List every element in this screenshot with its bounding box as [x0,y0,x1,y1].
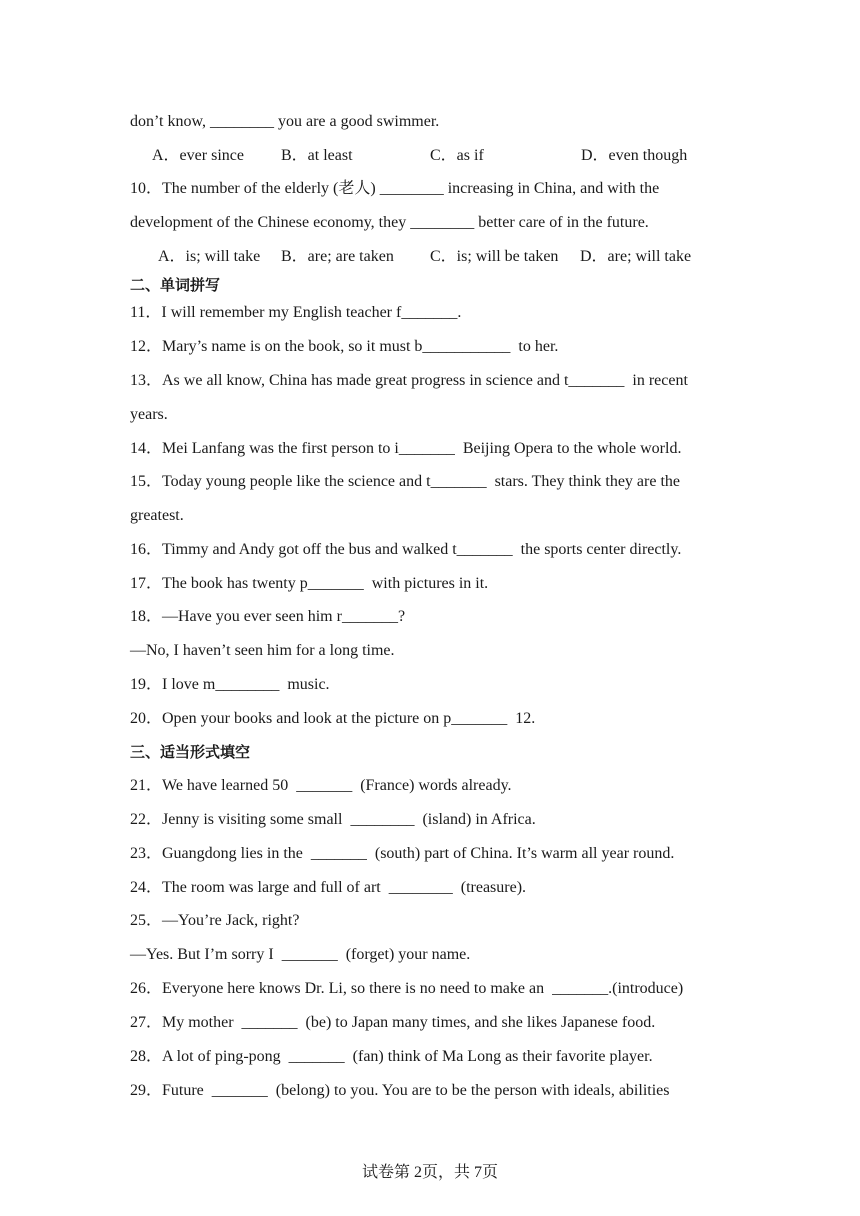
question-26: 26．Everyone here knows Dr. Li, so there is no need to make an _______.(introduce) [130,980,684,997]
question-13-line-2: years. [130,406,168,423]
question-19: 19．I love m________ music. [130,676,330,693]
question-20: 20．Open your books and look at the picture on p_______ 12. [130,710,536,727]
section-2-heading: 二、单词拼写 [130,276,221,294]
question-14: 14．Mei Lanfang was the first person to i_______ Beijing Opera to the whole world. [130,440,682,457]
question-21: 21．We have learned 50 _______ (France) words already. [130,777,512,794]
option-c: C．as if [430,147,484,164]
option-b: B．at least [281,147,353,164]
question-24: 24．The room was large and full of art ________ (treasure). [130,879,527,896]
section-3-heading: 三、适当形式填空 [130,743,251,761]
question-27: 27．My mother _______ (be) to Japan many times, and she likes Japanese food. [130,1014,656,1031]
question-23: 23．Guangdong lies in the _______ (south) part of China. It’s warm all year round. [130,845,675,862]
question-18-line-2: —No, I haven’t seen him for a long time. [130,642,395,659]
question-9-tail: don’t know, ________ you are a good swimmer. [130,113,440,130]
question-16: 16．Timmy and Andy got off the bus and walked t_______ the sports center directly. [130,541,682,558]
question-12: 12．Mary’s name is on the book, so it must b___________ to her. [130,338,559,355]
question-25-line-1: 25．—You’re Jack, right? [130,912,300,929]
question-11: 11．I will remember my English teacher f_______. [130,304,462,321]
question-28: 28．A lot of ping-pong _______ (fan) think of Ma Long as their favorite player. [130,1048,653,1065]
option-a: A．ever since [152,147,244,164]
question-22: 22．Jenny is visiting some small ________ (island) in Africa. [130,811,536,828]
option-b: B．are; are taken [281,248,394,265]
question-10-line-1: 10．The number of the elderly (老人) ________ increasing in China, and with the [130,180,660,197]
option-c: C．is; will be taken [430,248,559,265]
question-18-line-1: 18．—Have you ever seen him r_______? [130,608,406,625]
question-15-line-2: greatest. [130,507,184,524]
option-d: D．are; will take [580,248,692,265]
question-25-line-2: —Yes. But I’m sorry I _______ (forget) your name. [130,946,471,963]
question-15-line-1: 15．Today young people like the science and t_______ stars. They think they are the [130,473,680,490]
question-29: 29．Future _______ (belong) to you. You are to be the person with ideals, abilities [130,1082,670,1099]
question-10-line-2: development of the Chinese economy, they ________ better care of in the future. [130,214,649,231]
page-footer: 试卷第 2页，共 7页 [361,1164,498,1181]
question-17: 17．The book has twenty p_______ with pictures in it. [130,575,489,592]
option-d: D．even though [581,147,688,164]
option-a: A．is; will take [158,248,261,265]
question-13-line-1: 13．As we all know, China has made great progress in science and t_______ in recent [130,372,688,389]
